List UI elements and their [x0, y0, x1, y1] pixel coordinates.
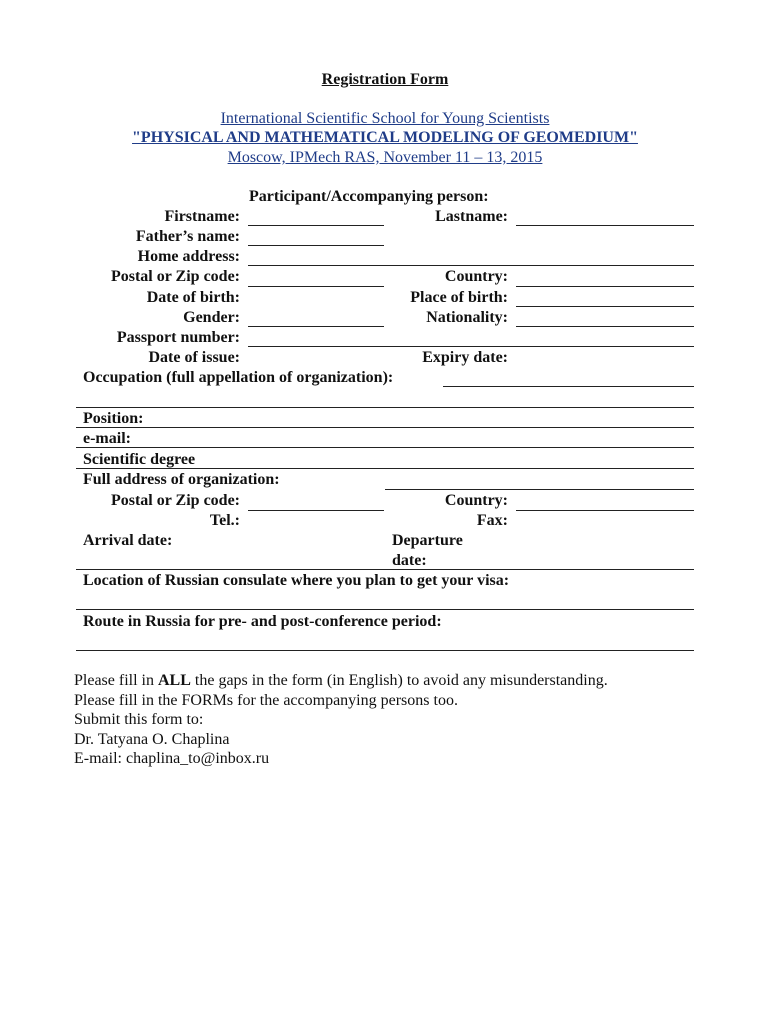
date-of-issue-label: Date of issue:: [148, 349, 240, 366]
lastname-field[interactable]: [516, 225, 694, 226]
expiry-date-label: Expiry date:: [422, 349, 508, 366]
country-field[interactable]: [516, 286, 694, 287]
fax-label: Fax:: [476, 512, 508, 529]
school-name: International Scientific School for Young Scientists: [220, 110, 550, 127]
departure-date-label-line1: Departure: [392, 532, 463, 549]
instruction-line-1-post: the gaps in the form (in English) to avoid any misunderstanding.: [190, 672, 608, 689]
passport-number-field[interactable]: [248, 346, 694, 347]
venue-dates: Moscow, IPMech RAS, November 11 – 13, 2015: [227, 149, 543, 166]
instruction-line-1: [74, 671, 608, 691]
place-of-birth-field[interactable]: [516, 306, 694, 307]
route-label: Route in Russia for pre- and post-conference period:: [83, 613, 442, 630]
home-address-field[interactable]: [248, 265, 694, 266]
school-theme: "PHYSICAL AND MATHEMATICAL MODELING OF GEOMEDIUM": [132, 129, 638, 146]
form-title: Registration Form: [321, 71, 449, 88]
firstname-field[interactable]: [248, 225, 384, 226]
instruction-all-emphasis: ALL: [157, 672, 191, 689]
email-label: e-mail:: [83, 430, 131, 447]
org-postal-code-label: Postal or Zip code:: [110, 492, 240, 509]
passport-number-label: Passport number:: [116, 329, 240, 346]
org-address-field[interactable]: [385, 489, 694, 490]
email-field[interactable]: [76, 447, 694, 448]
nationality-field[interactable]: [516, 326, 694, 327]
occupation-field[interactable]: [443, 386, 694, 387]
section-title: Participant/Accompanying person:: [249, 188, 489, 205]
org-country-field[interactable]: [516, 510, 694, 511]
occupation-field-continued[interactable]: [76, 407, 694, 408]
fathers-name-field[interactable]: [248, 245, 384, 246]
arrival-departure-field[interactable]: [76, 569, 694, 570]
lastname-label: Lastname:: [435, 208, 508, 225]
fathers-name-label: Father’s name:: [135, 228, 240, 245]
postal-code-label: Postal or Zip code:: [110, 268, 240, 285]
route-field[interactable]: [76, 650, 694, 651]
departure-date-label-line2: date:: [392, 552, 427, 569]
scientific-degree-field[interactable]: [76, 468, 694, 469]
tel-label: Tel.:: [209, 512, 240, 529]
org-address-label: Full address of organization:: [83, 471, 280, 488]
firstname-label: Firstname:: [164, 208, 240, 225]
consulate-field[interactable]: [76, 609, 694, 610]
occupation-label: Occupation (full appellation of organization):: [83, 369, 394, 386]
position-label: Position:: [83, 410, 144, 427]
instruction-line-2: Please fill in the FORMs for the accompanying persons too.: [74, 692, 458, 709]
gender-field[interactable]: [248, 326, 384, 327]
country-label: Country:: [444, 268, 508, 285]
nationality-label: Nationality:: [426, 309, 508, 326]
date-of-birth-label: Date of birth:: [146, 289, 240, 306]
org-postal-code-field[interactable]: [248, 510, 384, 511]
place-of-birth-label: Place of birth:: [410, 289, 508, 306]
home-address-label: Home address:: [137, 248, 240, 265]
instruction-line-3: Submit this form to:: [74, 711, 204, 728]
consulate-label: Location of Russian consulate where you plan to get your visa:: [83, 572, 510, 589]
position-field[interactable]: [76, 427, 694, 428]
scientific-degree-label: Scientific degree: [83, 451, 196, 468]
arrival-date-label: Arrival date:: [83, 532, 173, 549]
postal-code-field[interactable]: [248, 286, 384, 287]
contact-email[interactable]: E-mail: chaplina_to@inbox.ru: [74, 750, 270, 767]
org-country-label: Country:: [444, 492, 508, 509]
gender-label: Gender:: [183, 309, 240, 326]
instruction-line-1-pre: Please fill in: [74, 672, 158, 689]
contact-name: Dr. Tatyana O. Chaplina: [74, 731, 230, 748]
